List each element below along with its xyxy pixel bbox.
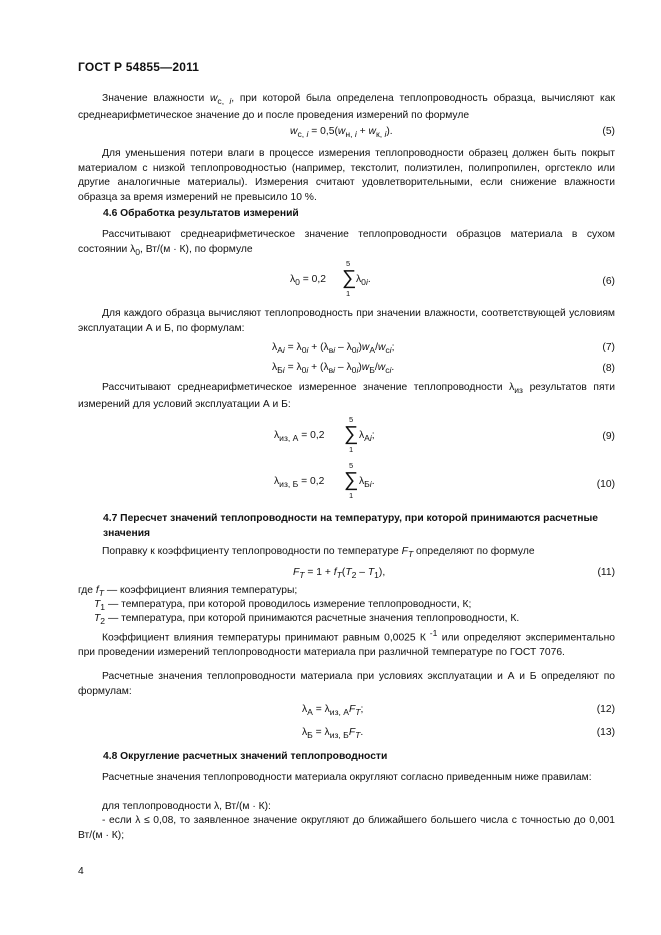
heading-4-7: 4.7 Пересчет значений теплопроводности на температуру, при которой принимаются расчетные значения	[103, 513, 598, 539]
document-code: ГОСТ Р 54855—2011	[78, 60, 200, 74]
where-t2: $T_2$ — температура, при которой принимаются расчетные значения теплопроводности, К.	[94, 613, 520, 627]
sum-sign-10: ∑	[344, 469, 359, 491]
where-t1: $T_1$ — температура, при которой проводилось измерение теплопроводности, К;	[94, 599, 472, 613]
formula-10: $\lambda_{из, Б} = 0,2$	[274, 476, 325, 490]
formula-number-8: (8)	[602, 363, 615, 374]
sum-lower-10: 1	[349, 491, 354, 500]
paragraph-rounding-rule: - если λ ≤ 0,08, то заявленное значение округляют до ближайшего большего числа с точностью до 0,001 Вт/(м · К);	[78, 815, 615, 841]
formula-5: $w_{с, i} = 0,5(w_{н, i} + w_{к, i})$.	[290, 126, 393, 140]
heading-4-8: 4.8 Округление расчетных значений теплопроводности	[103, 751, 388, 762]
paragraph-moisture-loss: Для уменьшения потери влаги в процессе измерения теплопроводности образец должен быть покрыт материалом с низкой теплопроводностью (например, текстолит, полиэтилен, полипропилен, оргстекло или другие аналогичные материалы). Измерения считают удовлетворительными, если снижение влажности образца за время измерений не превысило 10 %.	[78, 148, 615, 203]
paragraph-temperature-correction: Поправку к коэффициенту теплопроводности по температуре $F_T$ определяют по формуле	[102, 546, 535, 560]
sum-lower-6: 1	[346, 289, 351, 298]
sum-upper-9: 5	[349, 415, 354, 424]
paragraph-each-sample: Для каждого образца вычисляют теплопроводность при значении влажности, соответствующей условиям эксплуатации А и Б, по формулам:	[78, 308, 615, 334]
paragraph-moisture: Значение влажности $w_{с, i}$, при которой была определена теплопроводность образца, вычисляют как среднеарифметическое значение до и после проведения измерений по формуле	[78, 93, 615, 121]
sum-sign-9: ∑	[344, 423, 359, 445]
sum-sign-6: ∑	[342, 267, 357, 289]
formula-9-term: $\lambda_{Аi}$;	[359, 430, 375, 444]
formula-number-10: (10)	[596, 479, 615, 490]
formula-number-11: (11)	[597, 567, 615, 578]
formula-number-6: (6)	[602, 276, 615, 287]
formula-6: $\lambda_0 = 0,2$	[290, 274, 326, 288]
paragraph-temp-coefficient: Коэффициент влияния температуры принимают равным 0,0025 К $^{-1}$ или определяют экспериментально при проведении измерений теплопроводности материала при различной температуре по ГОСТ 7076.	[78, 628, 615, 659]
sum-upper-10: 5	[349, 461, 354, 470]
paragraph-for-conductivity: для теплопроводности λ, Вт/(м · К):	[102, 801, 271, 812]
where-ft: где $f_T$ — коэффициент влияния температуры;	[78, 585, 298, 599]
formula-number-7: (7)	[602, 342, 615, 353]
formula-7: $\lambda_{Аi} = \lambda_{0i} + (\lambda_{вi} - \lambda_{0i})w_А/w_{сi}$;	[272, 342, 395, 356]
formula-number-5: (5)	[602, 126, 615, 137]
sum-lower-9: 1	[349, 445, 354, 454]
paragraph-dry-average: Рассчитывают среднеарифметическое значение теплопроводности образцов материала в сухом состоянии $\lambda_0$, Вт/(м · К), по формуле	[78, 229, 615, 257]
sum-upper-6: 5	[346, 259, 351, 268]
formula-number-12: (12)	[596, 704, 615, 715]
page-number: 4	[78, 866, 84, 877]
formula-6-term: $\lambda_{0i}$.	[356, 274, 371, 288]
formula-13: $\lambda_Б = \lambda_{из, Б}F_T$.	[302, 727, 364, 741]
formula-11: $F_T = 1 + f_T(T_2 - T_1)$,	[293, 567, 386, 581]
formula-8: $\lambda_{Бi} = \lambda_{0i} + (\lambda_{вi} - \lambda_{0i})w_Б/w_{сi}$.	[272, 362, 395, 376]
formula-number-13: (13)	[596, 727, 615, 738]
heading-4-6: 4.6 Обработка результатов измерений	[103, 208, 299, 219]
formula-number-9: (9)	[602, 431, 615, 442]
formula-10-term: $\lambda_{Бi}$.	[359, 476, 375, 490]
paragraph-design-values: Расчетные значения теплопроводности материала при условиях эксплуатации и А и Б определяют по формулам:	[78, 671, 615, 697]
formula-9: $\lambda_{из, А} = 0,2$	[274, 430, 325, 444]
paragraph-measured-average: Рассчитывают среднеарифметическое измеренное значение теплопроводности $\lambda_{из}$ результатов пяти измерений для условий эксплуатации А и Б:	[78, 382, 616, 410]
formula-12: $\lambda_А = \lambda_{из, А}F_T$;	[302, 704, 364, 718]
paragraph-rounding: Расчетные значения теплопроводности материала округляют согласно приведенным ниже правилам:	[102, 772, 592, 783]
